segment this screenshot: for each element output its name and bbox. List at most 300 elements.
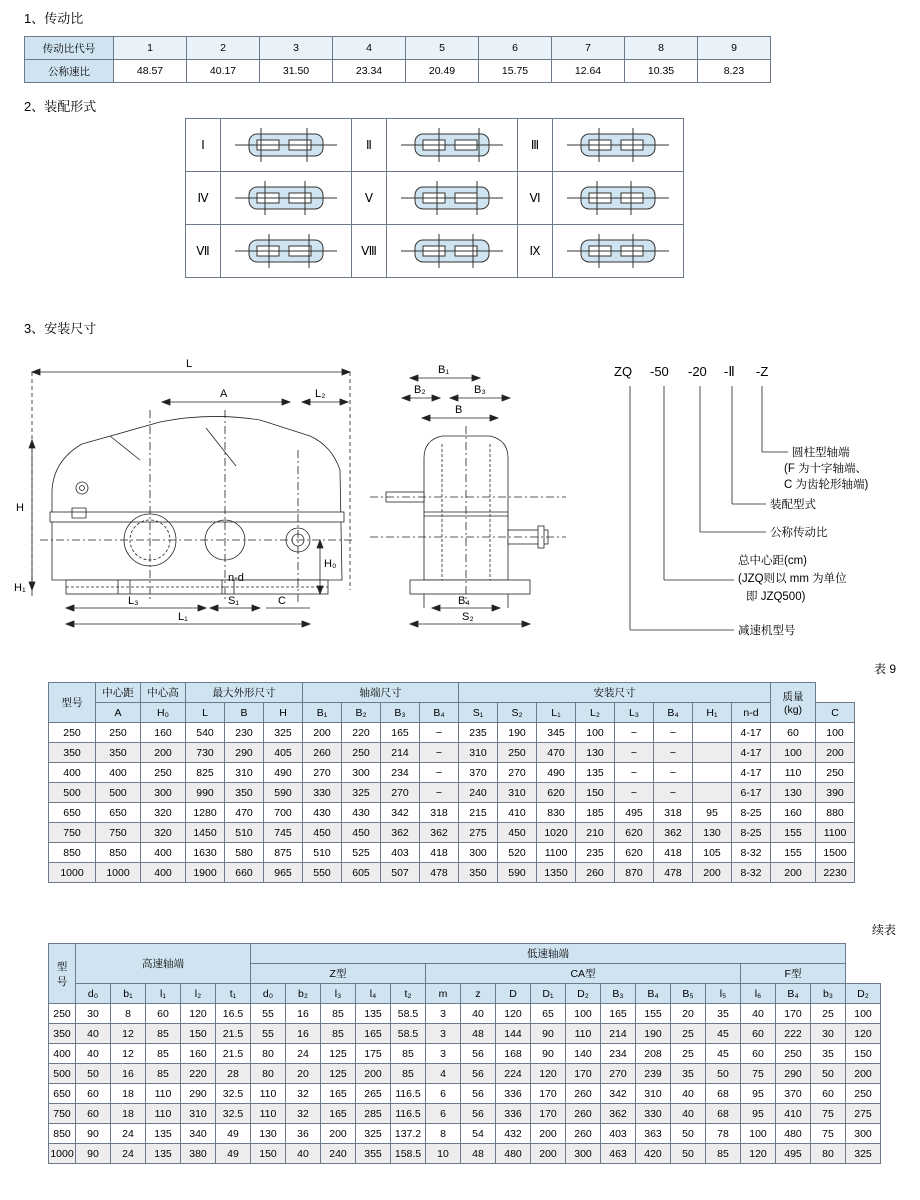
cell: 140 — [566, 1044, 601, 1064]
cell: 300 — [459, 843, 498, 863]
cell: 362 — [601, 1104, 636, 1124]
cell: 32.5 — [216, 1104, 251, 1124]
subcol: L₃ — [615, 703, 654, 723]
dim-label-B4: B₄ — [458, 595, 470, 607]
cell: 110 — [251, 1084, 286, 1104]
cell: 3 — [260, 37, 333, 60]
cell: − — [420, 763, 459, 783]
gearbox-icon — [387, 173, 517, 223]
cell: 58.5 — [391, 1024, 426, 1044]
cell: 40.17 — [187, 60, 260, 83]
table-row — [25, 60, 771, 83]
cell: 158.5 — [391, 1144, 426, 1164]
cell: 150 — [251, 1144, 286, 1164]
cell: 190 — [636, 1024, 671, 1044]
cell: 60 — [146, 1004, 181, 1024]
subcol: B₂ — [342, 703, 381, 723]
cell: 1900 — [186, 863, 225, 883]
form-label: Ⅱ — [352, 119, 387, 172]
cell: 56 — [461, 1084, 496, 1104]
cell: 68 — [706, 1084, 741, 1104]
form-label: Ⅷ — [352, 225, 387, 278]
cell: 165 — [356, 1024, 391, 1044]
cell: 90 — [76, 1124, 111, 1144]
cell-model: 1000 — [49, 863, 96, 883]
table-row — [49, 1104, 881, 1124]
form-label: Ⅴ — [352, 172, 387, 225]
cell: 45 — [706, 1044, 741, 1064]
subcol: b₃ — [811, 984, 846, 1004]
cell: 36 — [286, 1124, 321, 1144]
col-center-height: 中心高 — [141, 683, 186, 703]
cell: 450 — [342, 823, 381, 843]
cell: 68 — [706, 1104, 741, 1124]
cell: 400 — [141, 843, 186, 863]
gearbox-diagram-cell — [553, 172, 684, 225]
cell: 480 — [776, 1124, 811, 1144]
subcol: L₂ — [576, 703, 615, 723]
cell: 125 — [321, 1044, 356, 1064]
cell: 470 — [537, 743, 576, 763]
cell: 25 — [671, 1044, 706, 1064]
cell: 65 — [531, 1004, 566, 1024]
cell: 4 — [333, 37, 406, 60]
subcol: H — [264, 703, 303, 723]
col-outline-dims: 最大外形尺寸 — [186, 683, 303, 703]
cell: 50 — [76, 1064, 111, 1084]
subcol: L₁ — [537, 703, 576, 723]
cell: 490 — [537, 763, 576, 783]
cell: 1020 — [537, 823, 576, 843]
cell: 55 — [251, 1004, 286, 1024]
cell: 1100 — [537, 843, 576, 863]
cell: 20.49 — [406, 60, 479, 83]
gearbox-diagram-cell — [387, 119, 518, 172]
cell: 239 — [636, 1064, 671, 1084]
cell: 325 — [356, 1124, 391, 1144]
cell: 6 — [426, 1084, 461, 1104]
col-model: 型 号 — [49, 944, 76, 1004]
cell: 90 — [76, 1144, 111, 1164]
cell — [693, 743, 732, 763]
cell: 1100 — [816, 823, 855, 843]
cell: 85 — [321, 1004, 356, 1024]
cell: 50 — [671, 1124, 706, 1144]
cell: 7 — [552, 37, 625, 60]
cell: 6 — [426, 1104, 461, 1124]
cell: 120 — [496, 1004, 531, 1024]
cell: 432 — [496, 1124, 531, 1144]
model-note-5: 总中心距(cm) — [738, 555, 807, 567]
cell: 40 — [461, 1004, 496, 1024]
table-row — [49, 1144, 881, 1164]
cell: 620 — [615, 843, 654, 863]
cell: 49 — [216, 1124, 251, 1144]
cell: 405 — [264, 743, 303, 763]
cell: 240 — [321, 1144, 356, 1164]
cell: 144 — [496, 1024, 531, 1044]
installation-dimensions-table — [48, 682, 855, 883]
cell: 463 — [601, 1144, 636, 1164]
section-3-title — [24, 318, 96, 337]
cell: 155 — [771, 823, 816, 843]
cell: − — [615, 743, 654, 763]
table-row — [49, 1124, 881, 1144]
section-2-title — [24, 96, 96, 115]
cell: 240 — [459, 783, 498, 803]
cell: 300 — [342, 763, 381, 783]
cell: 60 — [811, 1084, 846, 1104]
table-row — [186, 172, 684, 225]
cell: 400 — [141, 863, 186, 883]
cell: 300 — [141, 783, 186, 803]
cell: 85 — [706, 1144, 741, 1164]
cell: 49 — [216, 1144, 251, 1164]
model-code-part-3: -Ⅱ — [724, 364, 735, 379]
cell: 260 — [566, 1084, 601, 1104]
dim-label-H: H — [16, 502, 24, 514]
cell: 290 — [776, 1064, 811, 1084]
cell: 540 — [186, 723, 225, 743]
cell: 15.75 — [479, 60, 552, 83]
cell: 40 — [671, 1084, 706, 1104]
subcol: l₄ — [356, 984, 391, 1004]
subcol: l₁ — [146, 984, 181, 1004]
col-highspeed-shaft: 高速轴端 — [76, 944, 251, 984]
cell: 8-32 — [732, 863, 771, 883]
cell: 200 — [356, 1064, 391, 1084]
cell: 50 — [706, 1064, 741, 1084]
cell: 120 — [846, 1024, 881, 1044]
cell-model: 250 — [49, 1004, 76, 1024]
subcol: m — [426, 984, 461, 1004]
col-lowspeed-shaft: 低速轴端 — [251, 944, 846, 964]
cell: 250 — [498, 743, 537, 763]
cell: 48 — [461, 1144, 496, 1164]
cell: 745 — [264, 823, 303, 843]
cell-model: 350 — [49, 1024, 76, 1044]
cell-model: 850 — [49, 1124, 76, 1144]
cell: 8 — [625, 37, 698, 60]
subcol: D — [496, 984, 531, 1004]
cell: 60 — [771, 723, 816, 743]
col-center-distance: 中心距 — [96, 683, 141, 703]
cell: 580 — [225, 843, 264, 863]
cell: 830 — [537, 803, 576, 823]
model-note-0: 圆柱型轴端 — [792, 447, 850, 459]
cell: 40 — [671, 1104, 706, 1124]
cell: 1350 — [537, 863, 576, 883]
cell: 495 — [776, 1144, 811, 1164]
cell: 8 — [426, 1124, 461, 1144]
cell: 525 — [342, 843, 381, 863]
cell: 32 — [286, 1104, 321, 1124]
cell: 9 — [698, 37, 771, 60]
cell: 495 — [615, 803, 654, 823]
cell: 290 — [181, 1084, 216, 1104]
cell: 75 — [741, 1064, 776, 1084]
table-row — [49, 783, 855, 803]
cell: 35 — [671, 1064, 706, 1084]
cell: 135 — [576, 763, 615, 783]
cell: 400 — [96, 763, 141, 783]
cell: 55 — [251, 1024, 286, 1044]
cell: 100 — [566, 1004, 601, 1024]
cell: 1630 — [186, 843, 225, 863]
cell: 605 — [342, 863, 381, 883]
cell: 155 — [771, 843, 816, 863]
cell: 270 — [601, 1064, 636, 1084]
cell: − — [654, 723, 693, 743]
cell: 230 — [225, 723, 264, 743]
cell: 90 — [531, 1044, 566, 1064]
cell: 270 — [381, 783, 420, 803]
cell: 40 — [741, 1004, 776, 1024]
cell: 620 — [537, 783, 576, 803]
cell: 85 — [146, 1044, 181, 1064]
cell: 40 — [76, 1024, 111, 1044]
cell: 4-17 — [732, 763, 771, 783]
table-row — [49, 803, 855, 823]
cell: 54 — [461, 1124, 496, 1144]
cell: 165 — [321, 1104, 356, 1124]
cell: 2230 — [816, 863, 855, 883]
cell: 336 — [496, 1084, 531, 1104]
col-mounting-dims: 安装尺寸 — [459, 683, 771, 703]
ratio-table — [24, 36, 771, 83]
dim-label-L2: L₂ — [315, 388, 326, 400]
subcol: b₁ — [111, 984, 146, 1004]
cell: 260 — [566, 1124, 601, 1144]
shaft-end-dimensions-table — [48, 943, 881, 1164]
model-note-2: C 为齿轮形轴端) — [784, 479, 869, 491]
cell: 265 — [356, 1084, 391, 1104]
subcol: B₄ — [654, 703, 693, 723]
cell: 320 — [141, 823, 186, 843]
cell: 660 — [225, 863, 264, 883]
cell: 100 — [576, 723, 615, 743]
cell: 100 — [846, 1004, 881, 1024]
table-subheader-row — [49, 703, 855, 723]
table-row — [49, 1084, 881, 1104]
col-type-ca: CA型 — [426, 964, 741, 984]
cell: 250 — [141, 763, 186, 783]
cell: 200 — [303, 723, 342, 743]
gearbox-icon — [387, 226, 517, 276]
table-row — [49, 1024, 881, 1044]
cell: 200 — [846, 1064, 881, 1084]
cell: 16 — [286, 1024, 321, 1044]
cell: 95 — [741, 1104, 776, 1124]
table-row — [49, 843, 855, 863]
cell: 325 — [342, 783, 381, 803]
table-row — [49, 1044, 881, 1064]
table-row — [49, 763, 855, 783]
subcol: S₂ — [498, 703, 537, 723]
cell: 342 — [601, 1084, 636, 1104]
cell: 40 — [76, 1044, 111, 1064]
cell: 160 — [141, 723, 186, 743]
cell: 345 — [537, 723, 576, 743]
cell: 24 — [111, 1124, 146, 1144]
cell: 3 — [426, 1004, 461, 1024]
cell: 380 — [181, 1144, 216, 1164]
cell: 30 — [811, 1024, 846, 1044]
table-header-row — [49, 683, 855, 703]
subcol: l₂ — [181, 984, 216, 1004]
cell: 410 — [498, 803, 537, 823]
form-label: Ⅳ — [186, 172, 221, 225]
gearbox-diagram-cell — [221, 172, 352, 225]
cell: 56 — [461, 1044, 496, 1064]
dim-label-H1: H₁ — [14, 582, 26, 594]
cell: 48.57 — [114, 60, 187, 83]
cell: 880 — [816, 803, 855, 823]
subcol: D₂ — [846, 984, 881, 1004]
cell: 100 — [741, 1124, 776, 1144]
cell: 50 — [811, 1064, 846, 1084]
cell: 50 — [671, 1144, 706, 1164]
cell: 235 — [459, 723, 498, 743]
cell: 370 — [776, 1084, 811, 1104]
cell: 260 — [576, 863, 615, 883]
cell: 590 — [264, 783, 303, 803]
cell: − — [615, 783, 654, 803]
cell: 85 — [391, 1044, 426, 1064]
cell: 430 — [303, 803, 342, 823]
cell: 200 — [771, 863, 816, 883]
cell: 363 — [636, 1124, 671, 1144]
dim-label-L3: L₃ — [128, 595, 139, 607]
cell: 250 — [342, 743, 381, 763]
cell: 165 — [601, 1004, 636, 1024]
cell-model: 250 — [49, 723, 96, 743]
cell: 56 — [461, 1104, 496, 1124]
cell: 120 — [531, 1064, 566, 1084]
cell: 362 — [420, 823, 459, 843]
cell: 8.23 — [698, 60, 771, 83]
model-code-part-2: -20 — [688, 364, 707, 379]
cell: 85 — [146, 1024, 181, 1044]
cell: 362 — [654, 823, 693, 843]
cell: 35 — [811, 1044, 846, 1064]
subcol: C — [816, 703, 855, 723]
cell: 270 — [303, 763, 342, 783]
cell: 28 — [216, 1064, 251, 1084]
cell: 4-17 — [732, 723, 771, 743]
subcol: l₆ — [741, 984, 776, 1004]
subcol: d₀ — [76, 984, 111, 1004]
cell: 110 — [146, 1104, 181, 1124]
cell: − — [420, 743, 459, 763]
cell-model: 400 — [49, 763, 96, 783]
cell: 30 — [76, 1004, 111, 1024]
subcol: B — [225, 703, 264, 723]
cell: 1500 — [816, 843, 855, 863]
cell: 130 — [771, 783, 816, 803]
cell: 620 — [615, 823, 654, 843]
cell: 200 — [531, 1124, 566, 1144]
cell: 200 — [693, 863, 732, 883]
form-label: Ⅸ — [518, 225, 553, 278]
dim-label-B: B — [455, 404, 463, 416]
cell: 170 — [531, 1104, 566, 1124]
cell: 95 — [693, 803, 732, 823]
cell: 80 — [251, 1064, 286, 1084]
cell: 8-25 — [732, 803, 771, 823]
cell: 16 — [111, 1064, 146, 1084]
cell: 170 — [776, 1004, 811, 1024]
dim-label-B3: B₃ — [474, 384, 486, 396]
cell: 200 — [816, 743, 855, 763]
cell: 18 — [111, 1104, 146, 1124]
subcol: B₃ — [381, 703, 420, 723]
table-row — [49, 1064, 881, 1084]
cell: 85 — [146, 1064, 181, 1084]
cell: 185 — [576, 803, 615, 823]
cell: 850 — [96, 843, 141, 863]
cell: 25 — [811, 1004, 846, 1024]
cell: 100 — [816, 723, 855, 743]
table-row — [186, 225, 684, 278]
cell: 550 — [303, 863, 342, 883]
cell: 3 — [426, 1024, 461, 1044]
cell: 80 — [251, 1044, 286, 1064]
gearbox-diagram-cell — [553, 225, 684, 278]
cell — [693, 723, 732, 743]
cell: 965 — [264, 863, 303, 883]
cell: 507 — [381, 863, 420, 883]
form-label: Ⅲ — [518, 119, 553, 172]
cell: 150 — [846, 1044, 881, 1064]
cell: 160 — [181, 1044, 216, 1064]
cell: − — [654, 763, 693, 783]
cell: 750 — [96, 823, 141, 843]
cell: 35 — [706, 1004, 741, 1024]
cell: 510 — [303, 843, 342, 863]
cell: 150 — [181, 1024, 216, 1044]
cell-model: 500 — [49, 783, 96, 803]
cell: 320 — [141, 803, 186, 823]
cell: 520 — [498, 843, 537, 863]
cell: 224 — [496, 1064, 531, 1084]
model-note-7: 即 JZQ500) — [746, 591, 806, 603]
subcol: t₁ — [216, 984, 251, 1004]
cell: 21.5 — [216, 1024, 251, 1044]
cell: 32.5 — [216, 1084, 251, 1104]
cell-model: 1000 — [49, 1144, 76, 1164]
cell: 85 — [391, 1064, 426, 1084]
cell: 120 — [181, 1004, 216, 1024]
cell: 160 — [771, 803, 816, 823]
subcol: D₂ — [566, 984, 601, 1004]
cell: 310 — [225, 763, 264, 783]
cell: 40 — [286, 1144, 321, 1164]
table-row — [25, 37, 771, 60]
cell-model: 750 — [49, 1104, 76, 1124]
table-row — [186, 119, 684, 172]
cell: 170 — [531, 1084, 566, 1104]
cell: 275 — [846, 1104, 881, 1124]
cell: 3 — [426, 1044, 461, 1064]
cell: 16.5 — [216, 1004, 251, 1024]
subcol: b₂ — [286, 984, 321, 1004]
subcol: d₀ — [251, 984, 286, 1004]
subcol: B₃ — [601, 984, 636, 1004]
model-note-4: 公称传动比 — [770, 527, 828, 539]
cell: 500 — [96, 783, 141, 803]
cell: 290 — [225, 743, 264, 763]
